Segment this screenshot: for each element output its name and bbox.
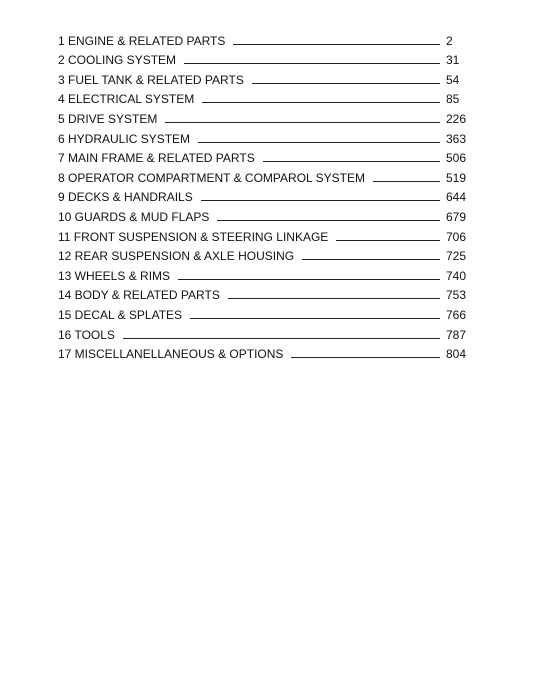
toc-entry-title: 16 TOOLS (58, 327, 115, 342)
toc-entry-title: 1 ENGINE & RELATED PARTS (58, 33, 226, 48)
toc-leader-line (263, 161, 440, 162)
toc-entry[interactable] (58, 165, 470, 185)
toc-entry-page: 753 (446, 288, 467, 303)
toc-entry-title: 4 ELECTRICAL SYSTEM (58, 92, 195, 107)
toc-leader-line (233, 44, 440, 45)
toc-entry[interactable] (58, 146, 470, 166)
toc-entry-page: 363 (446, 131, 467, 146)
toc-entry-title: 2 COOLING SYSTEM (58, 53, 177, 68)
toc-entry-title: 15 DECAL & SPLATES (58, 307, 183, 322)
toc-entry[interactable] (58, 224, 470, 244)
toc-entry-page: 787 (446, 327, 467, 342)
toc-leader-line (291, 357, 440, 358)
toc-entry-title: 11 FRONT SUSPENSION & STEERING LINKAGE (58, 229, 329, 244)
toc-entry-page: 679 (446, 209, 467, 224)
toc-entry-title: 12 REAR SUSPENSION & AXLE HOUSING (58, 249, 295, 264)
toc-entry-page: 85 (446, 92, 460, 107)
toc-entry-page: 54 (446, 72, 460, 87)
toc-leader-line (190, 318, 440, 319)
toc-entry-page: 226 (446, 111, 467, 126)
toc-entry[interactable] (58, 185, 470, 205)
toc-leader-line (184, 63, 440, 64)
toc-entry[interactable] (58, 126, 470, 146)
toc-leader-line (217, 220, 440, 221)
toc-entry-page: 740 (446, 268, 467, 283)
toc-entry-title: 14 BODY & RELATED PARTS (58, 288, 220, 303)
toc-entry[interactable] (58, 67, 470, 87)
toc-entry-page: 766 (446, 307, 467, 322)
toc-entry[interactable] (58, 87, 470, 107)
toc-entry-page: 725 (446, 249, 467, 264)
toc-entry[interactable] (58, 342, 470, 362)
toc-entry[interactable] (58, 302, 470, 322)
toc-entry-page: 706 (446, 229, 467, 244)
toc-leader-line (201, 200, 440, 201)
toc-leader-line (165, 122, 440, 123)
toc-entry-page: 2 (446, 33, 453, 48)
toc-entry[interactable] (58, 322, 470, 342)
toc-entry-page: 804 (446, 347, 467, 362)
toc-leader-line (228, 298, 440, 299)
toc-entry-title: 7 MAIN FRAME & RELATED PARTS (58, 151, 255, 166)
toc-leader-line (202, 102, 440, 103)
toc-leader-line (178, 279, 440, 280)
toc-entry-page: 31 (446, 53, 460, 68)
toc-entry-title: 13 WHEELS & RIMS (58, 268, 171, 283)
toc-entry-title: 8 OPERATOR COMPARTMENT & COMPAROL SYSTEM (58, 170, 365, 185)
table-of-contents (58, 28, 470, 361)
toc-leader-line (336, 240, 440, 241)
toc-entry-page: 644 (446, 190, 467, 205)
toc-entry[interactable] (58, 204, 470, 224)
toc-entry-page: 519 (446, 170, 467, 185)
toc-entry-title: 17 MISCELLANELLANEOUS & OPTIONS (58, 347, 284, 362)
toc-entry[interactable] (58, 28, 470, 48)
toc-entry[interactable] (58, 106, 470, 126)
toc-leader-line (123, 338, 440, 339)
toc-entry-title: 5 DRIVE SYSTEM (58, 111, 158, 126)
toc-leader-line (198, 142, 440, 143)
toc-entry-title: 3 FUEL TANK & RELATED PARTS (58, 72, 244, 87)
toc-leader-line (302, 259, 440, 260)
toc-entry-title: 9 DECKS & HANDRAILS (58, 190, 193, 205)
toc-entry[interactable] (58, 263, 470, 283)
toc-entry[interactable] (58, 48, 470, 68)
toc-entry-title: 10 GUARDS & MUD FLAPS (58, 209, 210, 224)
toc-entry[interactable] (58, 283, 470, 303)
toc-entry[interactable] (58, 244, 470, 264)
toc-leader-line (252, 83, 440, 84)
toc-leader-line (373, 181, 440, 182)
toc-entry-page: 506 (446, 151, 467, 166)
toc-entry-title: 6 HYDRAULIC SYSTEM (58, 131, 191, 146)
